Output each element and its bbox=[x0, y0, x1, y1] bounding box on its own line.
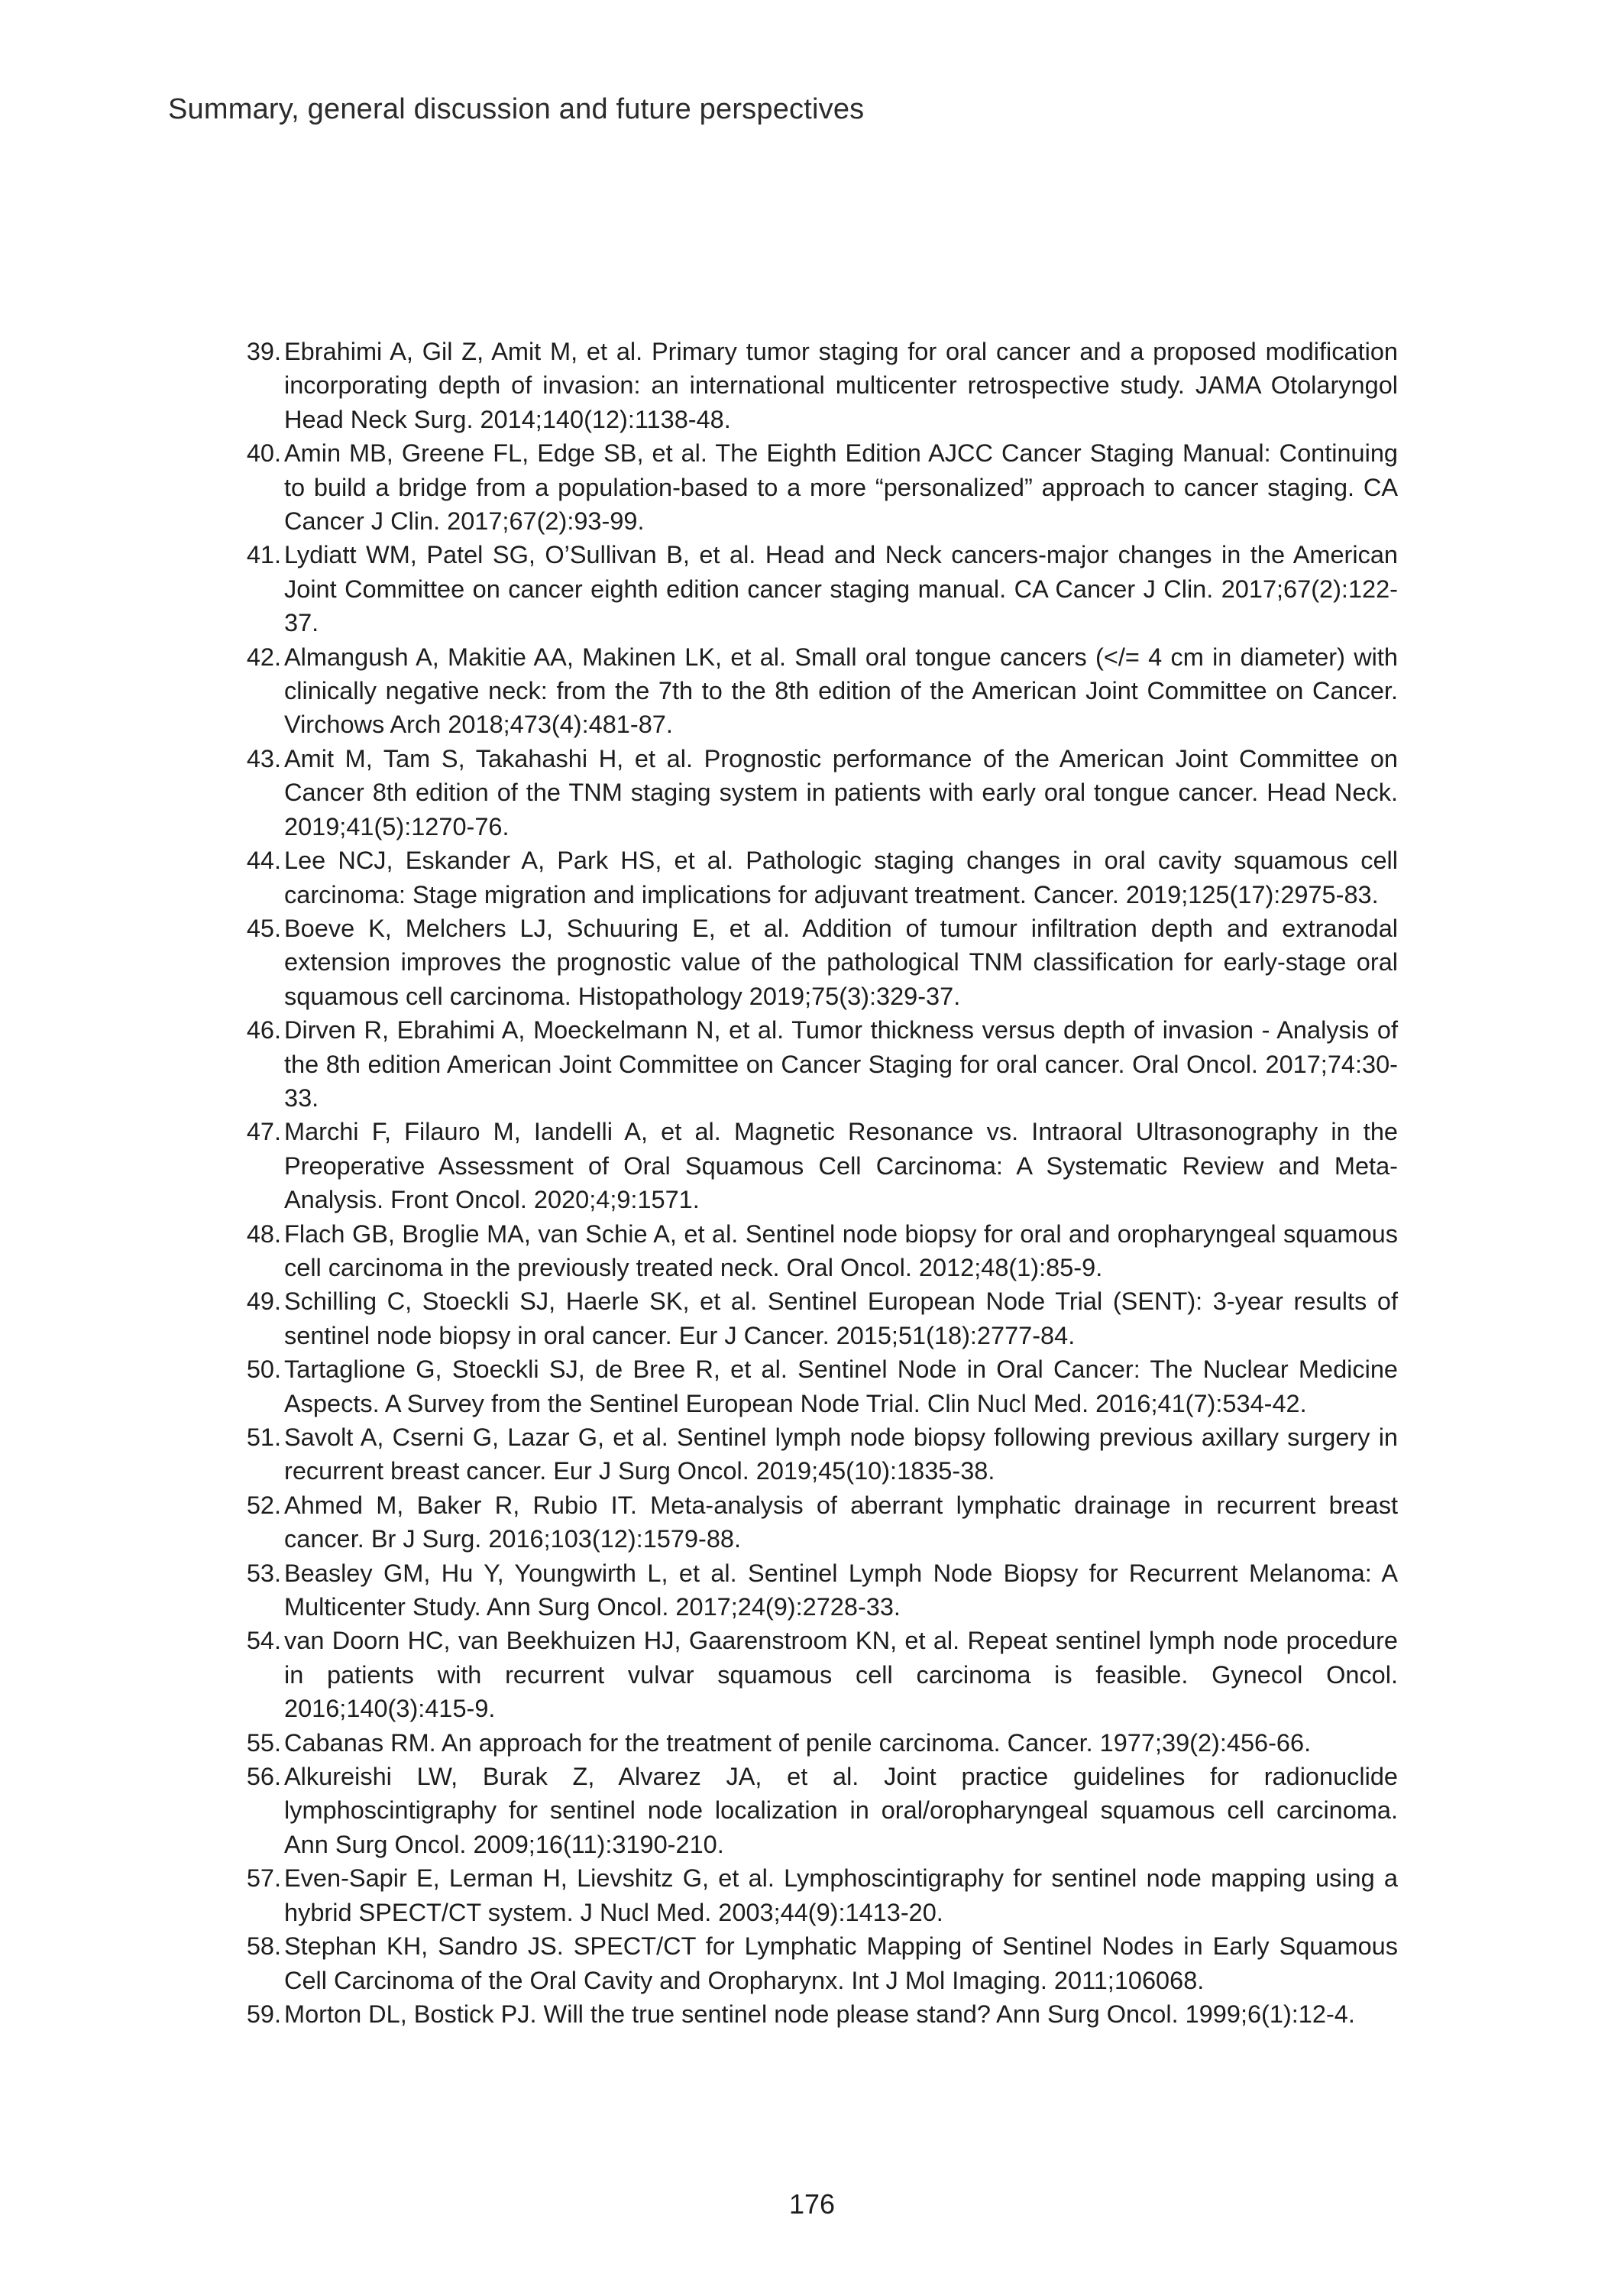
reference-text: Ebrahimi A, Gil Z, Amit M, et al. Primary tumor staging for oral cancer and a proposed modification incorporating depth of invasion: an international multicenter retrospective study. JAMA Otolaryngol Head Neck Surg. 2014;140(12):1138-48. bbox=[284, 338, 1398, 433]
reference-item bbox=[237, 1217, 1398, 1285]
reference-text: Boeve K, Melchers LJ, Schuuring E, et al. Addition of tumour infiltration depth and extranodal extension improves the prognostic value of the pathological TNM classification for early-stage oral squamous cell carcinoma. Histopathology 2019;75(3):329-37. bbox=[284, 914, 1398, 1010]
reference-number: 41. bbox=[246, 541, 281, 569]
reference-text: Ahmed M, Baker R, Rubio IT. Meta-analysis of aberrant lymphatic drainage in recurrent breast cancer. Br J Surg. 2016;103(12):1579-88. bbox=[284, 1491, 1398, 1553]
reference-item bbox=[237, 538, 1398, 640]
reference-number: 54. bbox=[246, 1627, 281, 1655]
reference-text: Cabanas RM. An approach for the treatment of penile carcinoma. Cancer. 1977;39(2):456-66. bbox=[284, 1728, 1312, 1757]
reference-text: Amin MB, Greene FL, Edge SB, et al. The Eighth Edition AJCC Cancer Staging Manual: Continuing to build a bridge from a population-based to a more “personalized” approach to cancer staging. CA Cancer J Clin. 2017;67(2):93-99. bbox=[284, 439, 1398, 536]
reference-item bbox=[237, 1726, 1398, 1760]
reference-item bbox=[237, 640, 1398, 742]
reference-number: 49. bbox=[246, 1287, 281, 1316]
reference-number: 59. bbox=[246, 2000, 281, 2028]
reference-item bbox=[237, 1760, 1398, 1861]
reference-list bbox=[237, 335, 1398, 2031]
reference-item bbox=[237, 436, 1398, 538]
reference-text: Marchi F, Filauro M, Iandelli A, et al. Magnetic Resonance vs. Intraoral Ultrasonography in the Preoperative Assessment of Oral Squamous Cell Carcinoma: A Systematic Review and Meta-Analysis. Front Oncol. 2020;4;9:1571. bbox=[284, 1118, 1398, 1214]
reference-item bbox=[237, 912, 1398, 1013]
reference-item bbox=[237, 742, 1398, 844]
reference-number: 39. bbox=[246, 338, 281, 365]
reference-number: 57. bbox=[246, 1864, 281, 1893]
reference-item bbox=[237, 335, 1398, 436]
reference-number: 42. bbox=[246, 643, 281, 671]
reference-item bbox=[237, 1284, 1398, 1352]
reference-item bbox=[237, 1115, 1398, 1216]
reference-text: Schilling C, Stoeckli SJ, Haerle SK, et al. Sentinel European Node Trial (SENT): 3-year results of sentinel node biopsy in oral cancer. Eur J Cancer. 2015;51(18):2777-84. bbox=[284, 1287, 1398, 1349]
reference-number: 43. bbox=[246, 744, 281, 772]
reference-text: Savolt A, Cserni G, Lazar G, et al. Sentinel lymph node biopsy following previous axillary surgery in recurrent breast cancer. Eur J Surg Oncol. 2019;45(10):1835-38. bbox=[284, 1423, 1398, 1485]
reference-text: Almangush A, Makitie AA, Makinen LK, et al. Small oral tongue cancers (</= 4 cm in diameter) with clinically negative neck: from the 7th to the 8th edition of the American Joint Committee on Cancer. Virchows Arch 2018;473(4):481-87. bbox=[284, 643, 1398, 739]
reference-number: 44. bbox=[246, 847, 281, 875]
reference-text: Beasley GM, Hu Y, Youngwirth L, et al. Sentinel Lymph Node Biopsy for Recurrent Melanoma: A Multicenter Study. Ann Surg Oncol. 2017;24(9):2728-33. bbox=[284, 1559, 1398, 1621]
reference-text: Stephan KH, Sandro JS. SPECT/CT for Lymphatic Mapping of Sentinel Nodes in Early Squamous Cell Carcinoma of the Oral Cavity and Oropharynx. Int J Mol Imaging. 2011;106068. bbox=[284, 1932, 1398, 1994]
reference-number: 51. bbox=[246, 1423, 281, 1451]
reference-item bbox=[237, 1861, 1398, 1929]
reference-text: Lee NCJ, Eskander A, Park HS, et al. Pathologic staging changes in oral cavity squamous cell carcinoma: Stage migration and implications for adjuvant treatment. Cancer. 2019;125(17):2975-83. bbox=[284, 847, 1398, 908]
reference-text: van Doorn HC, van Beekhuizen HJ, Gaarenstroom KN, et al. Repeat sentinel lymph node procedure in patients with recurrent vulvar squamous cell carcinoma is feasible. Gynecol Oncol. 2016;140(3):415-9. bbox=[284, 1627, 1398, 1723]
reference-number: 52. bbox=[246, 1491, 281, 1519]
reference-item bbox=[237, 1929, 1398, 1997]
reference-item bbox=[237, 1013, 1398, 1115]
reference-number: 40. bbox=[246, 439, 281, 468]
reference-text: Amit M, Tam S, Takahashi H, et al. Prognostic performance of the American Joint Committee on Cancer 8th edition of the TNM staging system in patients with early oral tongue cancer. Head Neck. 2019;41(5):1270-76. bbox=[284, 744, 1398, 840]
reference-number: 45. bbox=[246, 914, 281, 942]
reference-item bbox=[237, 1997, 1398, 2031]
reference-number: 48. bbox=[246, 1219, 281, 1248]
reference-item bbox=[237, 844, 1398, 912]
page-number: 176 bbox=[788, 2188, 836, 2220]
reference-number: 50. bbox=[246, 1355, 281, 1384]
reference-item bbox=[237, 1624, 1398, 1725]
reference-number: 53. bbox=[246, 1559, 281, 1587]
reference-text: Lydiatt WM, Patel SG, O’Sullivan B, et al. Head and Neck cancers-major changes in the American Joint Committee on cancer eighth edition cancer staging manual. CA Cancer J Clin. 2017;67(2):122-37. bbox=[284, 541, 1398, 637]
reference-item bbox=[237, 1488, 1398, 1556]
reference-number: 58. bbox=[246, 1932, 281, 1961]
reference-text: Dirven R, Ebrahimi A, Moeckelmann N, et al. Tumor thickness versus depth of invasion - Analysis of the 8th edition American Joint Committee on Cancer Staging for oral cancer. Oral Oncol. 2017;74:30-33. bbox=[284, 1016, 1398, 1112]
reference-number: 46. bbox=[246, 1016, 281, 1044]
running-header: Summary, general discussion and future perspectives bbox=[168, 93, 865, 125]
reference-text: Even-Sapir E, Lerman H, Lievshitz G, et al. Lymphoscintigraphy for sentinel node mapping using a hybrid SPECT/CT system. J Nucl Med. 2003;44(9):1413-20. bbox=[284, 1864, 1398, 1926]
reference-text: Flach GB, Broglie MA, van Schie A, et al. Sentinel node biopsy for oral and oropharyngeal squamous cell carcinoma in the previously treated neck. Oral Oncol. 2012;48(1):85-9. bbox=[284, 1219, 1398, 1281]
reference-number: 47. bbox=[246, 1118, 281, 1146]
reference-text: Alkureishi LW, Burak Z, Alvarez JA, et al. Joint practice guidelines for radionuclide lymphoscintigraphy for sentinel node localization in oral/oropharyngeal squamous cell carcinoma. Ann Surg Oncol. 2009;16(11):3190-210. bbox=[284, 1763, 1398, 1858]
reference-number: 56. bbox=[246, 1763, 281, 1791]
reference-text: Morton DL, Bostick PJ. Will the true sentinel node please stand? Ann Surg Oncol. 1999;6(1):12-4. bbox=[284, 2000, 1355, 2028]
reference-item bbox=[237, 1420, 1398, 1488]
reference-item bbox=[237, 1352, 1398, 1420]
reference-text: Tartaglione G, Stoeckli SJ, de Bree R, et al. Sentinel Node in Oral Cancer: The Nuclear Medicine Aspects. A Survey from the Sentinel European Node Trial. Clin Nucl Med. 2016;41(7):534-42. bbox=[284, 1355, 1398, 1417]
reference-item bbox=[237, 1556, 1398, 1624]
reference-number: 55. bbox=[246, 1728, 281, 1757]
